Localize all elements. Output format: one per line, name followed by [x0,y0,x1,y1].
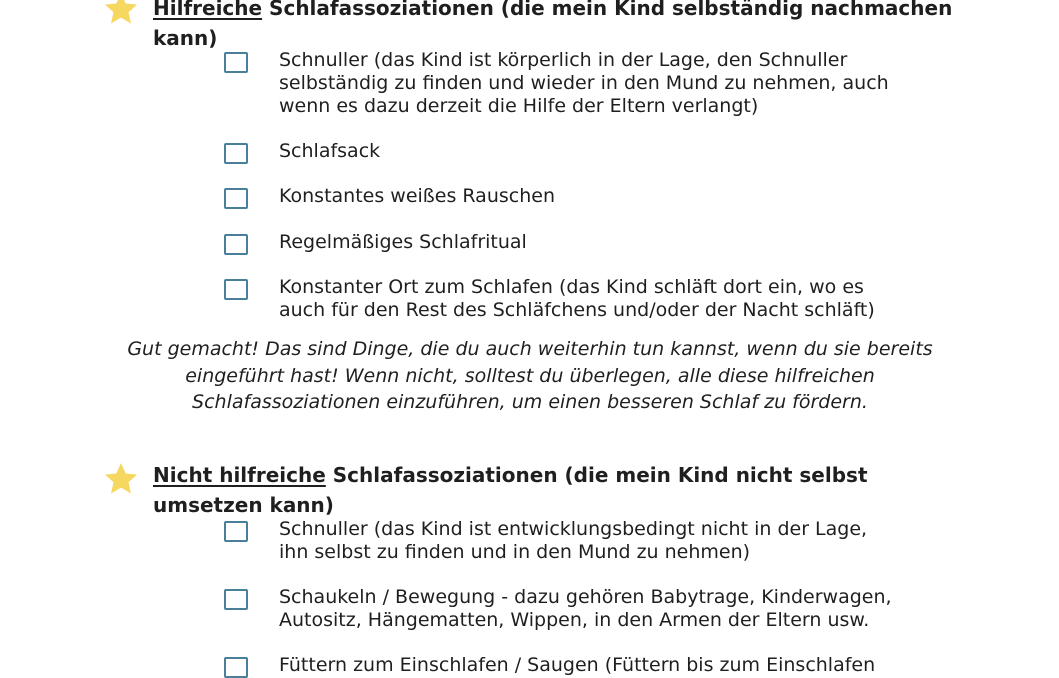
checkbox-icon[interactable] [224,279,248,300]
checklist-item-label: Konstantes weißes Rauschen [279,185,555,207]
checklist-item-label: Konstanter Ort zum Schlafen (das Kind schläft dort ein, wo es auch für den Rest des Schläfchens und/oder der Nacht schläft) [279,276,875,321]
checkbox-icon[interactable] [224,52,248,73]
star-icon [104,0,138,26]
checkbox-icon[interactable] [224,188,248,209]
checkbox-icon[interactable] [224,143,248,164]
checklist-item-label: Schnuller (das Kind ist entwicklungsbedingt nicht in der Lage, ihn selbst zu finden und in den Mund zu nehmen) [279,518,868,563]
checkbox-icon[interactable] [224,234,248,255]
checklist-item-label: Schlafsack [279,140,381,162]
encouragement-note: Gut gemacht! Das sind Dinge, die du auch weiterhin tun kannst, wenn du sie bereits eingeführt hast! Wenn nicht, solltest du überlegen, alle diese hilfreichen Schlafassoziationen einzuführen, um einen besseren Schlaf zu fördern. [127,338,933,413]
checklist-item-label: Füttern zum Einschlafen / Saugen (Füttern bis zum Einschlafen [279,654,876,676]
checklist-item-label: Schaukeln / Bewegung - dazu gehören Babytrage, Kinderwagen, Autositz, Hängematten, Wippen, in den Armen der Eltern usw. [279,586,892,631]
section-heading-helpful [153,0,953,53]
heading-rest: Schlafassoziationen (die mein Kind nicht selbst umsetzen kann) [153,463,868,517]
checkbox-icon[interactable] [224,589,248,610]
heading-underlined-word: Nicht hilfreiche [153,463,326,487]
star-icon [104,462,138,496]
section-heading-unhelpful [153,460,953,520]
checkbox-icon[interactable] [224,521,248,542]
heading-underlined-word: Hilfreiche [153,0,263,20]
checklist-item-label: Schnuller (das Kind ist körperlich in der Lage, den Schnuller selbständig zu finden und wieder in den Mund zu nehmen, auch wenn es dazu derzeit die Hilfe der Eltern verlangt) [279,49,889,117]
heading-rest: Schlafassoziationen (die mein Kind selbständig nachmachen kann) [153,0,953,50]
checklist-item-label: Regelmäßiges Schlafritual [279,231,527,253]
